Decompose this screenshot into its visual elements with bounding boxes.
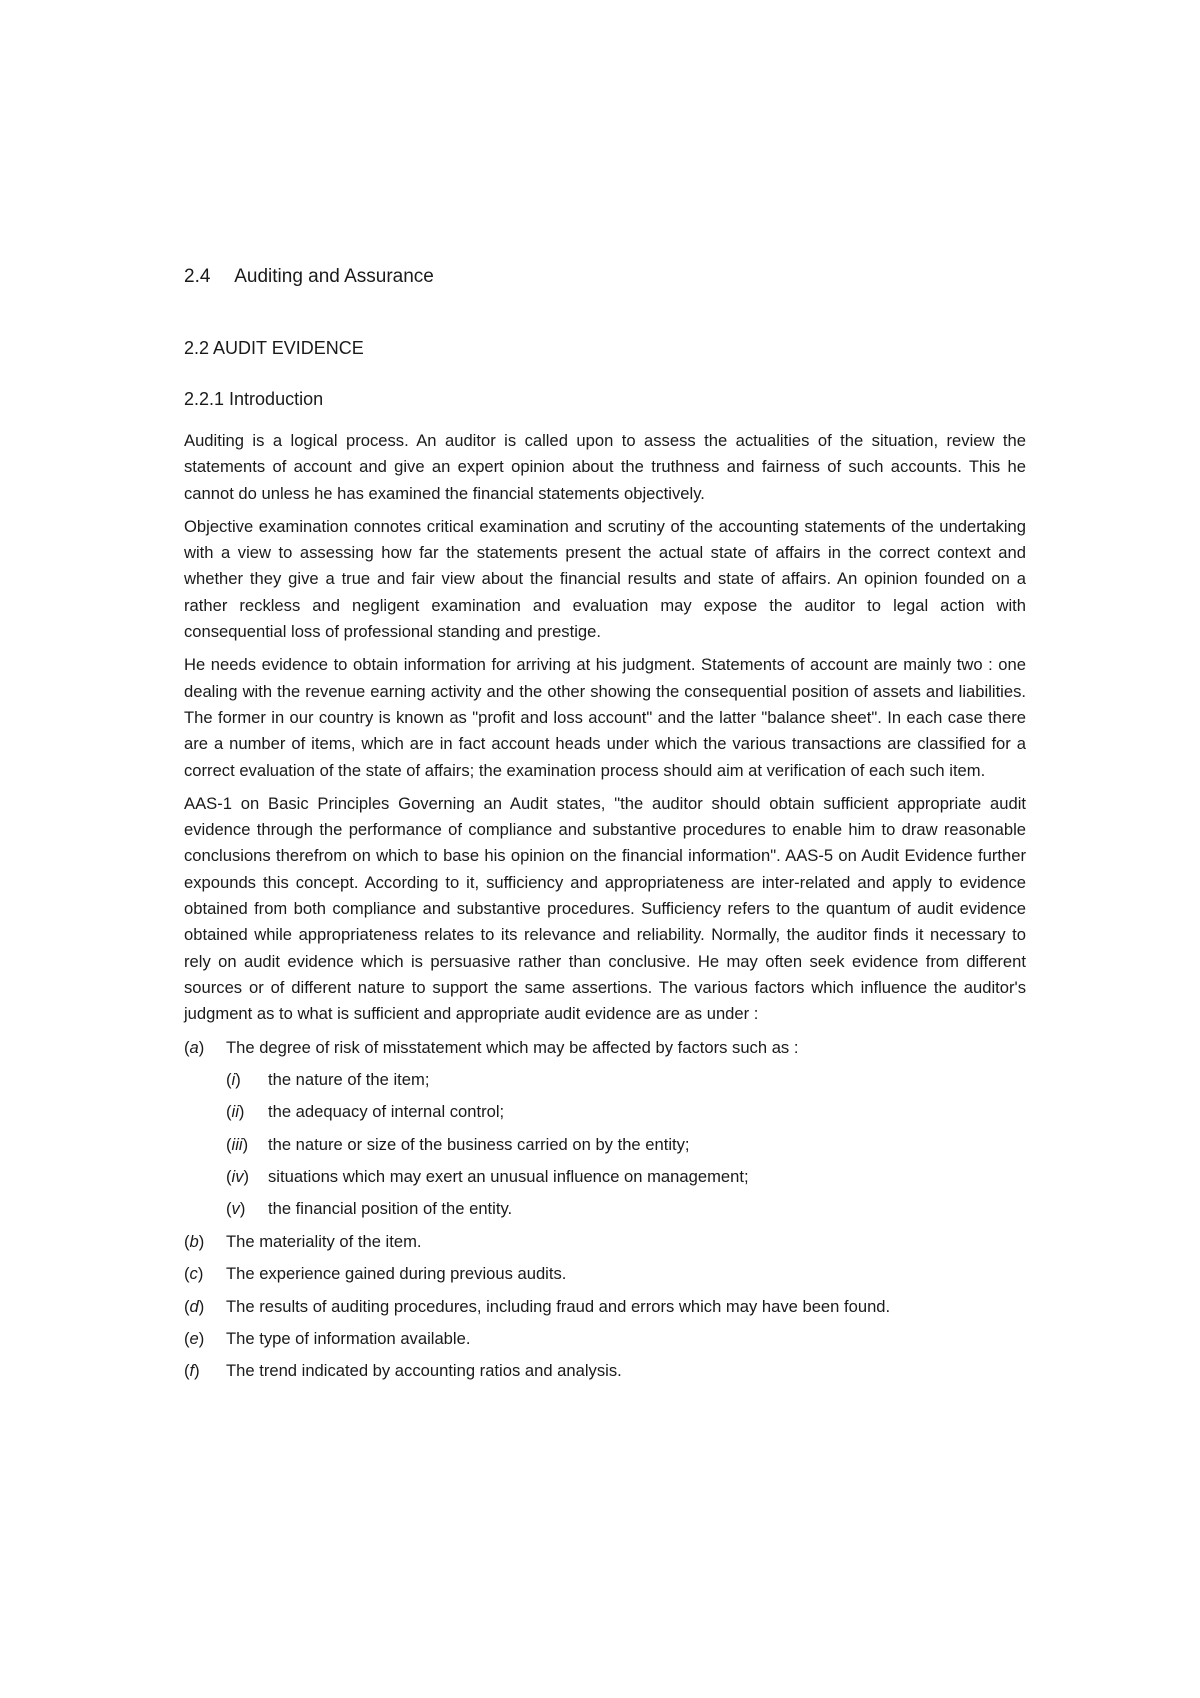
list-item xyxy=(184,1229,1026,1261)
section-title: 2.2 AUDIT EVIDENCE xyxy=(184,338,364,358)
list-item-label: (iii) xyxy=(226,1134,249,1154)
list-item-label: (d) xyxy=(184,1296,205,1316)
list-item-text: The experience gained during previous audits. xyxy=(226,1264,567,1284)
subsection-title: 2.2.1 Introduction xyxy=(184,389,324,409)
page-number: 2.4 xyxy=(184,266,211,287)
list-item xyxy=(184,1035,1026,1067)
paragraph: AAS-1 on Basic Principles Governing an Audit states, "the auditor should obtain sufficient appropriate audit evidence through the performance of compliance and substantive procedures to enable him to draw reasonable conclusions therefrom on which to base his opinion on the financial information". AAS-5 on Audit Evidence further expounds this concept. According to it, sufficiency and appropriateness are inter-related and apply to evidence obtained from both compliance and substantive procedures. Sufficiency refers to the quantum of audit evidence obtained while appropriateness relates to its relevance and reliability. Normally, the auditor finds it necessary to rely on audit evidence which is persuasive rather than conclusive. He may often seek evidence from different sources or of different nature to support the same assertions. The various factors which influence the auditor's judgment as to what is sufficient and appropriate audit evidence are as under : xyxy=(184,793,1026,1024)
header-title: Auditing and Assurance xyxy=(234,266,434,287)
list-item-text: The type of information available. xyxy=(226,1329,471,1349)
paragraph: He needs evidence to obtain information for arriving at his judgment. Statements of account are mainly two : one dealing with the revenue earning activity and the other showing the consequential position of assets and liabilities. The former in our country is known as "profit and loss account" and the latter "balance sheet". In each case there are a number of items, which are in fact account heads under which the various transactions are classified for a correct evaluation of the state of affairs; the examination process should aim at verification of each such item. xyxy=(184,655,1026,780)
list-item-label: (iv) xyxy=(226,1167,250,1187)
list-item-text: the nature or size of the business carried on by the entity; xyxy=(268,1134,690,1154)
factor-list xyxy=(184,1035,1026,1391)
list-item-label: (ii) xyxy=(226,1102,245,1122)
sub-list-item xyxy=(184,1132,1026,1164)
list-item-text: situations which may exert an unusual influence on management; xyxy=(268,1167,749,1187)
list-item-text: The degree of risk of misstatement which may be affected by factors such as : xyxy=(226,1037,799,1057)
list-item-label: (c) xyxy=(184,1264,204,1284)
list-item-label: (b) xyxy=(184,1231,205,1251)
list-item-label: (v) xyxy=(226,1199,246,1219)
sub-list-item xyxy=(184,1099,1026,1131)
list-item-text: the financial position of the entity. xyxy=(268,1199,513,1219)
paragraph: Objective examination connotes critical examination and scrutiny of the accounting statements of the undertaking with a view to assessing how far the statements present the actual state of affairs in the correct context and whether they give a true and fair view about the financial results and state of affairs. An opinion founded on a rather reckless and negligent examination and evaluation may expose the auditor to legal action with consequential loss of professional standing and prestige. xyxy=(184,516,1026,642)
list-item xyxy=(184,1358,1026,1390)
sub-list-item xyxy=(184,1196,1026,1228)
list-item xyxy=(184,1261,1026,1293)
list-item-text: The trend indicated by accounting ratios and analysis. xyxy=(226,1361,622,1381)
running-header xyxy=(184,266,434,288)
sub-list-item xyxy=(184,1164,1026,1196)
list-item-text: the nature of the item; xyxy=(268,1069,430,1089)
list-item-label: (i) xyxy=(226,1069,241,1089)
body-text xyxy=(184,428,1026,1391)
list-item-text: the adequacy of internal control; xyxy=(268,1102,505,1122)
list-item-text: The results of auditing procedures, including fraud and errors which may have been found. xyxy=(226,1296,891,1316)
list-item-label: (e) xyxy=(184,1329,205,1349)
list-item-text: The materiality of the item. xyxy=(226,1231,422,1251)
list-item xyxy=(184,1294,1026,1326)
list-item-label: (a) xyxy=(184,1037,205,1057)
paragraph: Auditing is a logical process. An auditor is called upon to assess the actualities of the situation, review the statements of account and give an expert opinion about the truthness and fairness of such accounts. This he cannot do unless he has examined the financial statements objectively. xyxy=(184,431,1026,503)
sub-list-item xyxy=(184,1067,1026,1099)
list-item xyxy=(184,1326,1026,1358)
list-item-label: (f) xyxy=(184,1361,200,1381)
